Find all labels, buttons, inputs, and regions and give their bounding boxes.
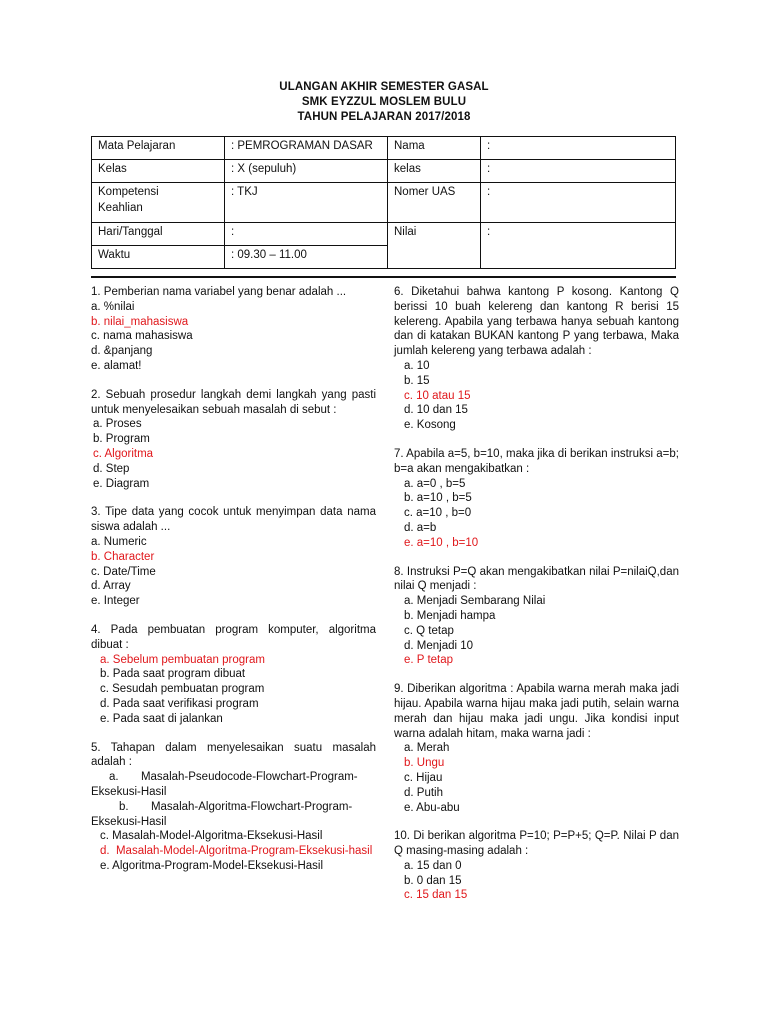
question-stem: 8. Instruksi P=Q akan mengakibatkan nilai P=nilaiQ,dan nilai Q menjadi :	[394, 565, 679, 593]
option-a: a. 10	[404, 359, 430, 372]
option-c-answer: c. 15 dan 15	[404, 889, 468, 902]
question-stem: 6. Diketahui bahwa kantong P kosong. Kantong Q berissi 10 buah kelereng dan kantong R berisi 15 kelereng. Apabila yang terbawa hanya sebuah kantong dan di katakan BUKAN kantong P yang terbawa, Maka jumlah kelereng yang terbawa adalah :	[394, 286, 679, 358]
option-e: e. alamat!	[91, 359, 142, 372]
option-c: c. Sesudah pembuatan program	[100, 683, 265, 696]
question-4	[91, 623, 376, 727]
option-b-answer: b. Character	[91, 550, 155, 563]
question-stem: 10. Di berikan algoritma P=10; P=P+5; Q=P. Nilai P dan Q masing-masing adalah :	[394, 830, 679, 858]
question-6	[394, 285, 679, 433]
option-e: e. Kosong	[404, 419, 456, 432]
mata-pelajaran-label: Mata Pelajaran	[92, 137, 225, 160]
option-c: c. Masalah-Model-Algoritma-Eksekusi-Hasil	[100, 830, 323, 843]
option-b-answer: b. Ungu	[404, 757, 445, 770]
question-10	[394, 829, 679, 903]
question-1	[91, 285, 376, 374]
option-c: c. Q tetap	[404, 624, 454, 637]
kompetensi-label-line2: Keahlian	[98, 202, 143, 214]
question-stem: 5. Tahapan dalam menyelesaikan suatu masalah adalah :	[91, 741, 376, 769]
mata-pelajaran-value: : PEMROGRAMAN DASAR	[225, 137, 388, 160]
option-e: e. Diagram	[93, 477, 150, 490]
option-c: c. a=10 , b=0	[404, 507, 472, 520]
question-9	[394, 682, 679, 815]
option-a: a. Proses	[93, 418, 142, 431]
option-b: b. a=10 , b=5	[404, 492, 472, 505]
nilai-value: :	[481, 223, 676, 269]
question-stem: 4. Pada pembuatan program komputer, algoritma dibuat :	[91, 623, 376, 651]
kelas2-value: :	[481, 160, 676, 183]
option-d: d. Menjadi 10	[404, 639, 474, 652]
kompetensi-value: : TKJ	[225, 183, 388, 223]
option-d-answer: d. Masalah-Model-Algoritma-Program-Eksekusi-hasil	[100, 845, 373, 858]
waktu-value: : 09.30 – 11.00	[225, 246, 388, 269]
option-d: d. Step	[93, 462, 130, 475]
student-info-table	[91, 136, 676, 269]
option-e: e. Algoritma-Program-Model-Eksekusi-Hasil	[100, 859, 324, 872]
option-c: c. Hijau	[404, 771, 443, 784]
question-stem: 7. Apabila a=5, b=10, maka jika di berikan instruksi a=b; b=a akan mengakibatkan :	[394, 447, 679, 475]
nama-value: :	[481, 137, 676, 160]
option-c: c. nama mahasiswa	[91, 330, 193, 343]
kompetensi-label-line1: Kompetensi	[98, 186, 159, 198]
option-d: d. &panjang	[91, 345, 153, 358]
option-c: c. Date/Time	[91, 565, 156, 578]
option-a: a. Numeric	[91, 535, 147, 548]
nilai-label: Nilai	[388, 223, 481, 269]
option-a: a. a=0 , b=5	[404, 477, 466, 490]
option-d: d. Array	[91, 580, 131, 593]
question-7	[394, 447, 679, 551]
question-stem: 3. Tipe data yang cocok untuk menyimpan data nama siswa adalah ...	[91, 506, 376, 534]
nomer-uas-value: :	[481, 183, 676, 223]
nomer-uas-label: Nomer UAS	[388, 183, 481, 223]
question-stem: 1. Pemberian nama variabel yang benar adalah ...	[91, 286, 347, 298]
question-stem: 9. Diberikan algoritma : Apabila warna merah maka jadi hijau. Apabila warna hijau maka jadi putih, selain warna merah dan hijau maka jadi ungu. Jika kondisi input warna adalah hitam, maka warna jadi :	[394, 683, 679, 740]
option-a: a. Menjadi Sembarang Nilai	[404, 595, 546, 608]
questions-left-column	[91, 285, 376, 888]
option-e: e. Abu-abu	[404, 801, 460, 814]
divider-line	[91, 276, 676, 278]
option-b: b. 15	[404, 374, 430, 387]
option-e-answer: e. a=10 , b=10	[404, 536, 479, 549]
header-year: TAHUN PELAJARAN 2017/2018	[297, 111, 471, 123]
option-a: a. 15 dan 0	[404, 859, 462, 872]
hari-label: Hari/Tanggal	[92, 223, 225, 246]
exam-header	[0, 80, 768, 125]
nama-label: Nama	[388, 137, 481, 160]
option-b: b. Masalah-Algoritma-Flowchart-Program-Eksekusi-Hasil	[91, 800, 353, 828]
question-2	[91, 388, 376, 492]
option-d: d. 10 dan 15	[404, 404, 468, 417]
option-d: d. Putih	[404, 786, 443, 799]
option-e-answer: e. P tetap	[404, 654, 454, 667]
option-b: b. Pada saat program dibuat	[100, 668, 246, 681]
option-a: a. Masalah-Pseudocode-Flowchart-Program-Eksekusi-Hasil	[91, 771, 358, 798]
option-d: d. a=b	[404, 521, 437, 534]
header-school: SMK EYZZUL MOSLEM BULU	[301, 96, 467, 108]
question-8	[394, 565, 679, 669]
kelas2-label: kelas	[388, 160, 481, 183]
question-stem: 2. Sebuah prosedur langkah demi langkah yang pasti untuk menyelesaikan sebuah masalah di sebut :	[91, 388, 376, 416]
option-a: a. %nilai	[91, 300, 135, 313]
kompetensi-label	[92, 183, 225, 223]
option-e: e. Integer	[91, 595, 140, 608]
option-d: d. Pada saat verifikasi program	[100, 697, 259, 710]
option-a-answer: a. Sebelum pembuatan program	[100, 653, 265, 666]
kelas-label: Kelas	[92, 160, 225, 183]
header-title: ULANGAN AKHIR SEMESTER GASAL	[279, 81, 489, 93]
kelas-value: : X (sepuluh)	[225, 160, 388, 183]
option-e: e. Pada saat di jalankan	[100, 712, 223, 725]
hari-value: :	[225, 223, 388, 246]
option-c-answer: c. 10 atau 15	[404, 389, 471, 402]
waktu-label: Waktu	[92, 246, 225, 269]
option-b: b. Menjadi hampa	[404, 609, 496, 622]
option-b: b. 0 dan 15	[404, 874, 462, 887]
option-a: a. Merah	[404, 742, 450, 755]
questions-right-column	[394, 285, 679, 917]
option-b: b. Program	[93, 433, 150, 446]
question-3	[91, 505, 376, 609]
question-5	[91, 741, 376, 874]
option-c-answer: c. Algoritma	[93, 447, 154, 460]
option-b-answer: b. nilai_mahasiswa	[91, 315, 189, 328]
